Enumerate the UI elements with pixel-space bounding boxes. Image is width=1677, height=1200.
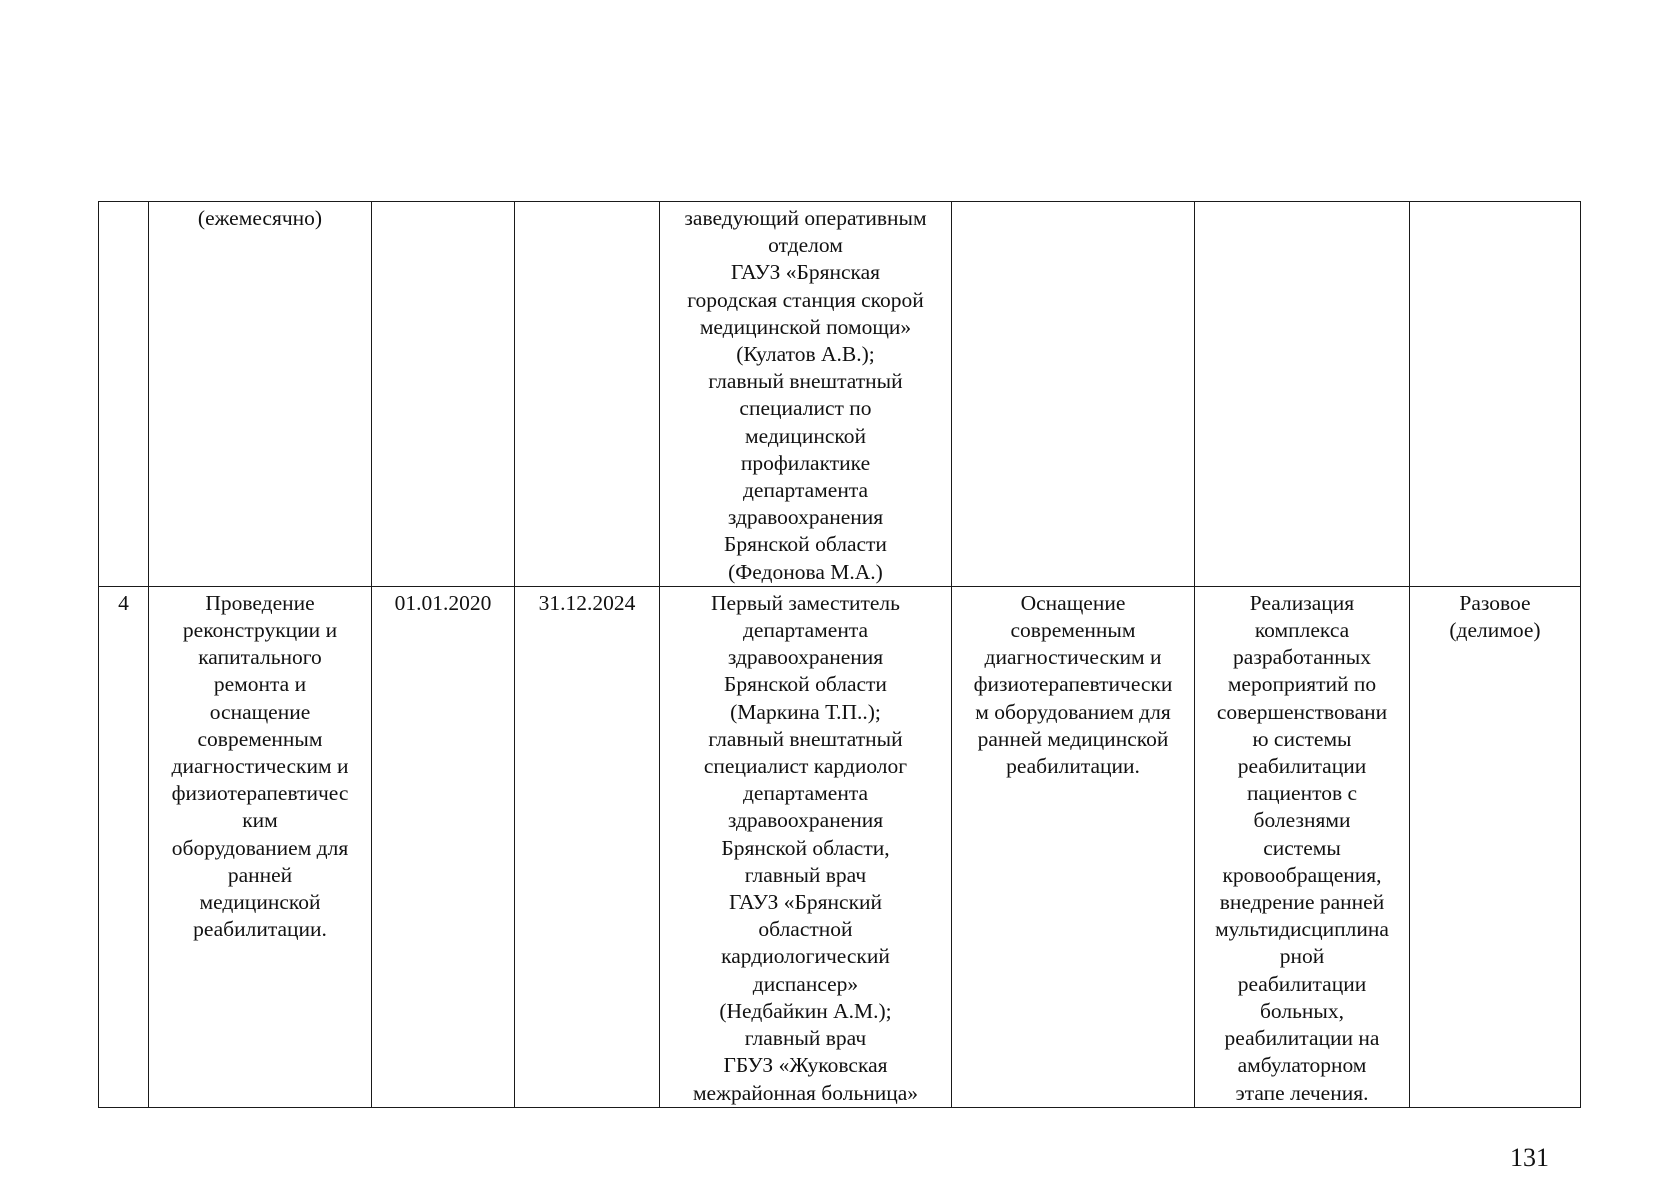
row-number-cell [99, 202, 149, 587]
description-cell [952, 202, 1195, 587]
table-row [99, 586, 1581, 1107]
type-cell: Разовое (делимое) [1410, 586, 1581, 1107]
table-row [99, 202, 1581, 587]
start-date-cell: 01.01.2020 [372, 586, 515, 1107]
type-cell [1410, 202, 1581, 587]
start-date-cell [372, 202, 515, 587]
responsible-cell: Первый заместитель департамента здравоохранения Брянской области (Маркина Т.П..); главный внештатный специалист кардиолог департамента здравоохранения Брянской области, главный врач ГАУЗ «Брянский областной кардиологический диспансер» (Недбайкин А.М.); главный врач ГБУЗ «Жуковская межрайонная больница» [660, 586, 952, 1107]
activity-name-cell: (ежемесячно) [149, 202, 372, 587]
result-cell [1195, 202, 1410, 587]
activity-name-cell: Проведение реконструкции и капитального ремонта и оснащение современным диагностическим и физиотерапевтичес ким оборудованием для ранней медицинской реабилитации. [149, 586, 372, 1107]
row-number-cell: 4 [99, 586, 149, 1107]
end-date-cell [515, 202, 660, 587]
end-date-cell: 31.12.2024 [515, 586, 660, 1107]
description-cell: Оснащение современным диагностическим и физиотерапевтически м оборудованием для ранней медицинской реабилитации. [952, 586, 1195, 1107]
result-cell: Реализация комплекса разработанных мероприятий по совершенствовани ю системы реабилитации пациентов с болезнями системы кровообращения, внедрение ранней мультидисциплина рной реабилитации больных, реабилитации на амбулаторном этапе лечения. [1195, 586, 1410, 1107]
responsible-cell: заведующий оперативным отделом ГАУЗ «Брянская городская станция скорой медицинской помощи» (Кулатов А.В.); главный внештатный специалист по медицинской профилактике департамента здравоохранения Брянской области (Федонова М.А.) [660, 202, 952, 587]
activities-table [98, 201, 1581, 1108]
page-number: 131 [1510, 1143, 1549, 1172]
